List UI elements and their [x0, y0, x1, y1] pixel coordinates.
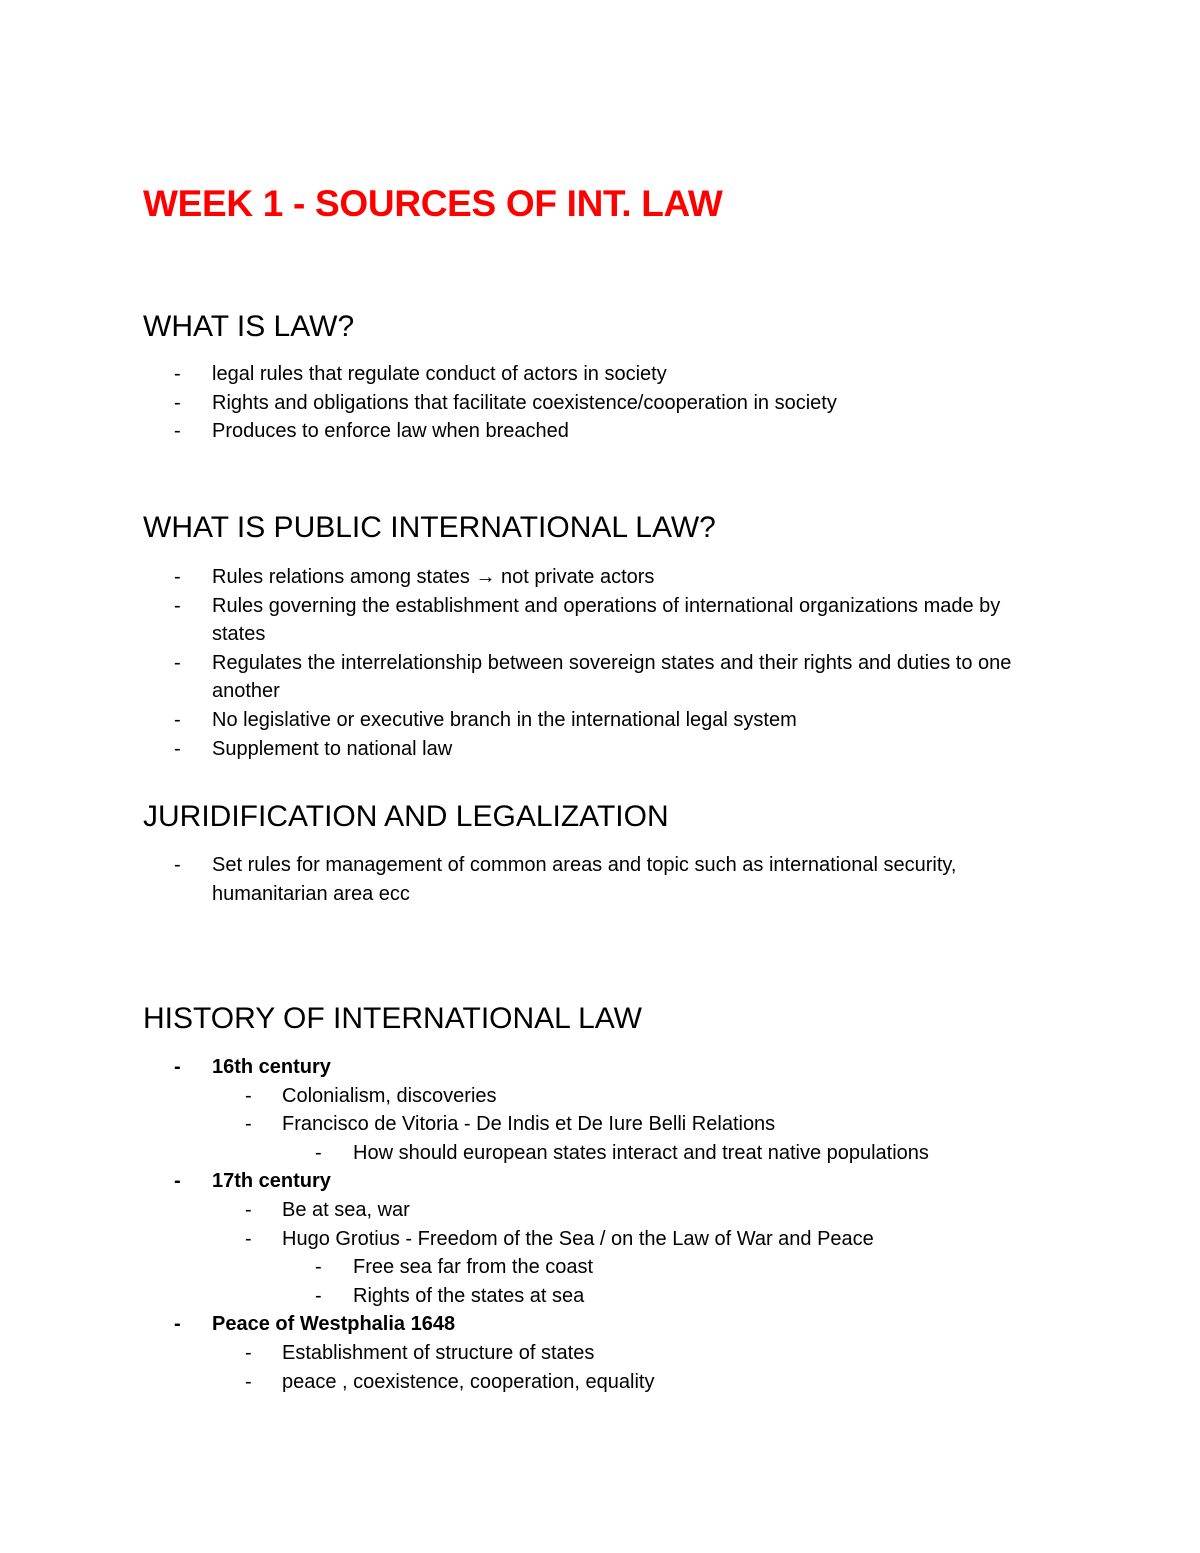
heading-what-is-law: WHAT IS LAW? [143, 310, 355, 343]
list-item [0, 360, 1042, 389]
bullet-dash: - [245, 1084, 252, 1107]
list-item [0, 1368, 1042, 1397]
list-item [0, 706, 1042, 735]
bullet-dash: - [245, 1113, 252, 1136]
list-item-text: Be at sea, war [282, 1198, 410, 1221]
list-item-text: Produces to enforce law when breached [212, 420, 569, 443]
list-item [0, 1139, 1053, 1168]
bullet-dash: - [315, 1141, 322, 1164]
bullet-dash: - [174, 854, 181, 876]
bullet-dash: - [174, 708, 181, 731]
list-item [0, 649, 1042, 706]
list-item [0, 1167, 1042, 1196]
list-item-text: 17th century [212, 1170, 331, 1193]
list-what-is-law [0, 360, 1042, 446]
bullet-dash: - [174, 566, 181, 588]
list-item-text: Hugo Grotius - Freedom of the Sea / on the Law of War and Peace [282, 1227, 874, 1250]
list-item-text: Free sea far from the coast [353, 1256, 594, 1279]
list-item-text: Regulates the interrelationship between sovereign states and their rights and duties to one another [212, 651, 1012, 703]
list-item-text: Establishment of structure of states [282, 1341, 595, 1364]
list-item-text: Rules governing the establishment and operations of international organizations made by states [212, 594, 1001, 646]
bullet-dash: - [245, 1370, 252, 1393]
bullet-dash: - [174, 737, 181, 760]
bullet-dash: - [174, 1313, 181, 1336]
list-item [0, 389, 1042, 418]
list-item [0, 592, 1042, 649]
list-item [0, 1310, 1042, 1339]
heading-history: HISTORY OF INTERNATIONAL LAW [143, 1002, 642, 1035]
list-item-text: legal rules that regulate conduct of actors in society [212, 363, 667, 385]
bullet-dash: - [174, 594, 181, 617]
bullet-dash: - [174, 1056, 181, 1078]
document-title: WEEK 1 - SOURCES OF INT. LAW [143, 183, 723, 224]
list-item-text: Rights and obligations that facilitate coexistence/cooperation in society [212, 391, 837, 414]
bullet-dash: - [315, 1284, 322, 1307]
list-item-text: 16th century [212, 1056, 331, 1078]
bullet-dash: - [245, 1227, 252, 1250]
list-item [0, 1282, 1053, 1311]
list-item [0, 1053, 1042, 1082]
list-item-text: Peace of Westphalia 1648 [212, 1313, 456, 1336]
list-item [0, 851, 1042, 908]
bullet-dash: - [174, 363, 181, 385]
list-item-text: Colonialism, discoveries [282, 1084, 497, 1107]
bullet-dash: - [315, 1256, 322, 1279]
list-item [0, 1253, 1053, 1282]
list-item-text: Supplement to national law [212, 737, 453, 760]
list-juridification [0, 851, 1042, 908]
list-item [0, 417, 1042, 446]
list-public-international-law [0, 563, 1042, 763]
bullet-dash: - [174, 391, 181, 414]
bullet-dash: - [245, 1341, 252, 1364]
list-item-text: How should european states interact and treat native populations [353, 1141, 929, 1164]
list-item [0, 1110, 1042, 1139]
list-item-text: Rules relations among states → not private actors [212, 566, 655, 588]
list-item-text: No legislative or executive branch in the international legal system [212, 708, 797, 731]
list-history [0, 1053, 1053, 1396]
list-item [0, 1225, 1042, 1254]
list-item [0, 1082, 1042, 1111]
bullet-dash: - [174, 420, 181, 443]
bullet-dash: - [245, 1198, 252, 1221]
list-item [0, 563, 1042, 592]
bullet-dash: - [174, 651, 181, 674]
bullet-dash: - [174, 1170, 181, 1193]
list-item-text: Set rules for management of common areas and topic such as international security, humanitarian area ecc [212, 854, 957, 905]
heading-public-international-law: WHAT IS PUBLIC INTERNATIONAL LAW? [143, 511, 716, 544]
list-item [0, 735, 1042, 764]
list-item-text: Rights of the states at sea [353, 1284, 585, 1307]
heading-juridification: JURIDIFICATION AND LEGALIZATION [143, 800, 669, 833]
list-item [0, 1339, 1042, 1368]
list-item-text: Francisco de Vitoria - De Indis et De Iure Belli Relations [282, 1113, 776, 1136]
list-item [0, 1196, 1042, 1225]
list-item-text: peace , coexistence, cooperation, equality [282, 1370, 655, 1393]
